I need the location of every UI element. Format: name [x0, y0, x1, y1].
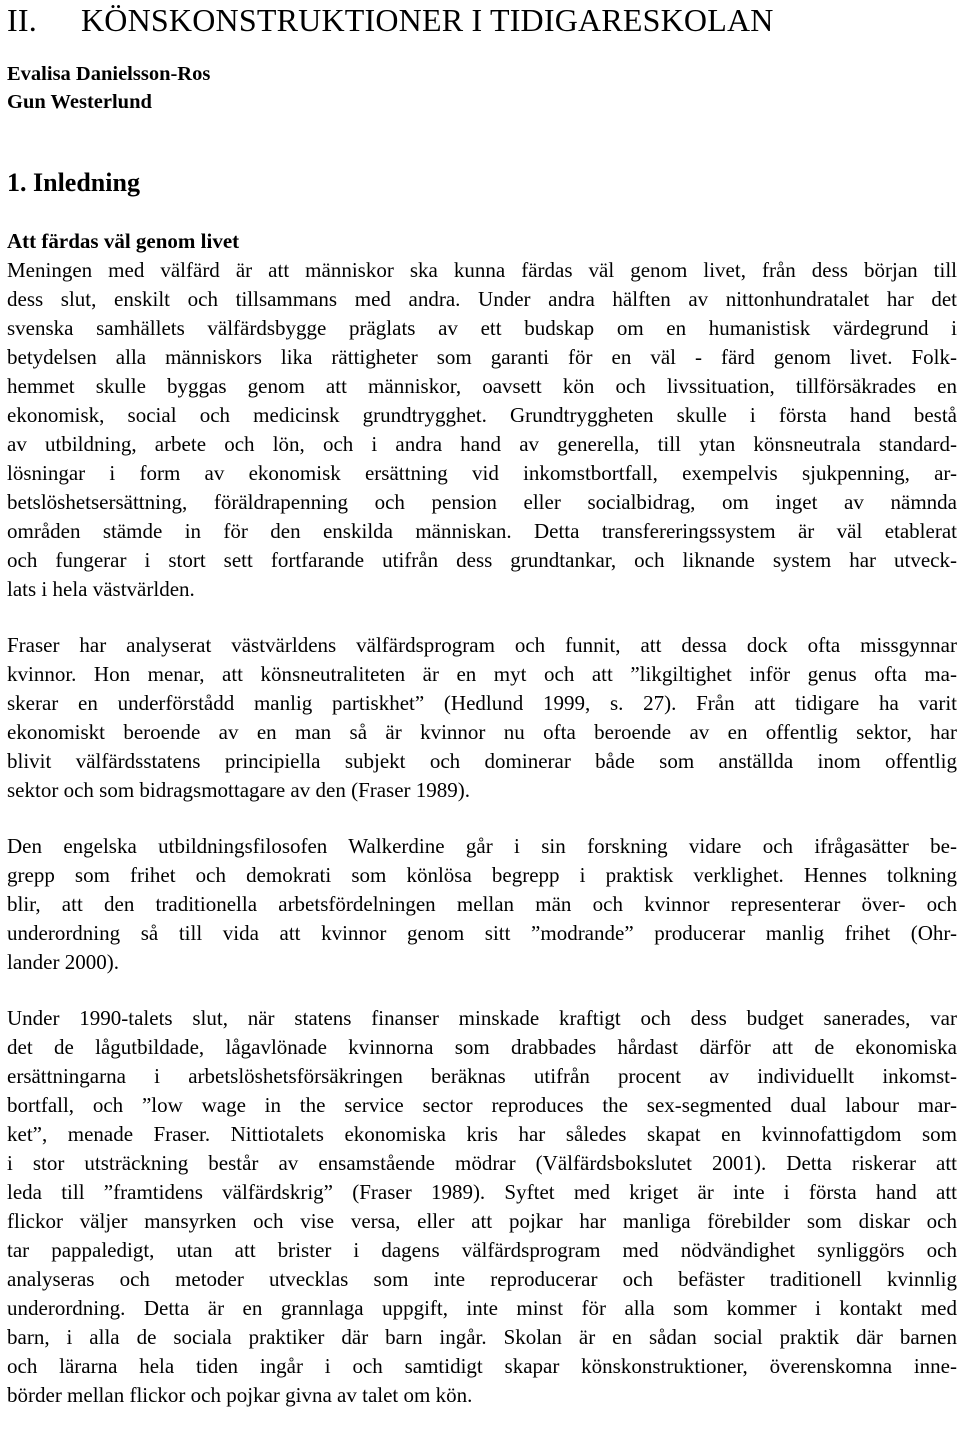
text-line: betslöshetsersättning, föräldrapenning och pension eller socialbidrag, om inget av nämnda — [7, 490, 957, 514]
text-line: bortfall, och ”low wage in the service sector reproduces the sex-segmented dual labour mar- — [7, 1093, 957, 1117]
text-line: ekonomiskt beroende av en man så är kvinnor nu ofta beroende av en offentlig sektor, har — [7, 720, 957, 744]
author-name: Evalisa Danielsson-Ros — [7, 63, 211, 85]
text-line: kvinnor. Hon menar, att könsneutraliteten är en myt och att ”likgiltighet inför genus ofta ma- — [7, 662, 957, 686]
section-heading: 1. Inledning — [7, 168, 140, 197]
text-line: underordning så till vida att kvinnor genom sitt ”modrande” producerar manlig frihet (Ohr- — [7, 921, 957, 945]
text-line: Under 1990-talets slut, när statens finanser minskade kraftigt och dess budget sanerades, var — [7, 1006, 957, 1030]
text-line: av utbildning, arbete och lön, och i andra hand av generella, till ytan könsneutrala standard- — [7, 432, 957, 456]
body-text — [7, 256, 957, 1410]
chapter-title-text: KÖNSKONSTRUKTIONER I TIDIGARESKOLAN — [81, 2, 774, 38]
author-name: Gun Westerlund — [7, 91, 152, 113]
text-line: börder mellan flickor och pojkar givna av talet om kön. — [7, 1383, 473, 1407]
text-line: i stor utsträckning består av ensamstående mödrar (Välfärdsbokslutet 2001). Detta riskerar att — [7, 1151, 957, 1175]
paragraph — [7, 832, 957, 977]
text-line: underordning. Detta är en grannlaga uppgift, inte minst för alla som kommer i kontakt med — [7, 1296, 957, 1320]
text-line: ersättningarna i arbetslöshetsförsäkringen beräknas utifrån procent av individuellt inkomst- — [7, 1064, 957, 1088]
subsection-heading: Att färdas väl genom livet — [7, 229, 240, 253]
text-line: flickor väljer mansyrken och vise versa, eller att pojkar har manliga förebilder som diskar och — [7, 1209, 957, 1233]
text-line: betydelsen alla människors lika rättigheter som garanti för en väl - färd genom livet. Folk- — [7, 345, 957, 369]
chapter-number: II. — [7, 2, 37, 38]
text-line: områden stämde in för den enskilda människan. Detta transfereringssystem är väl etablerat — [7, 519, 957, 543]
text-line: analyseras och metoder utvecklas som inte reproducerar och befäster traditionell kvinnlig — [7, 1267, 957, 1291]
text-line: ekonomisk, social och medicinsk grundtrygghet. Grundtryggheten skulle i första hand bestå — [7, 403, 957, 427]
text-line: barn, i alla de sociala praktiker där barn ingår. Skolan är en sådan social praktik där barnen — [7, 1325, 957, 1349]
text-line: och lärarna hela tiden ingår i och samtidigt skapar könskonstruktioner, överenskomna inne- — [7, 1354, 957, 1378]
text-line: lats i hela västvärlden. — [7, 577, 195, 601]
text-line: leda till ”framtidens välfärdskrig” (Fraser 1989). Syftet med kriget är inte i första hand att — [7, 1180, 957, 1204]
text-line: och fungerar i stort sett fortfarande utifrån dess grundtankar, och liknande system har utveck- — [7, 548, 957, 572]
text-line: grepp som frihet och demokrati som könlösa begrepp i praktisk verklighet. Hennes tolkning — [7, 863, 957, 887]
text-line: ket”, menade Fraser. Nittiotalets ekonomiska kris har således skapat en kvinnofattigdom som — [7, 1122, 957, 1146]
text-line: Fraser har analyserat västvärldens välfärdsprogram och funnit, att dessa dock ofta missgynnar — [7, 633, 957, 657]
text-line: blir, att den traditionella arbetsfördelningen mellan män och kvinnor representerar över- och — [7, 892, 957, 916]
text-line: hemmet skulle byggas genom att människor, oavsett kön och livssituation, tillförsäkrades en — [7, 374, 957, 398]
document-page — [7, 0, 957, 1410]
text-line: Den engelska utbildningsfilosofen Walkerdine går i sin forskning vidare och ifrågasätter be- — [7, 834, 957, 858]
text-line: lösningar i form av ekonomisk ersättning vid inkomstbortfall, exempelvis sjukpenning, ar- — [7, 461, 957, 485]
text-line: Meningen med välfärd är att människor ska kunna färdas väl genom livet, från dess början till — [7, 258, 957, 282]
text-line: blivit välfärdsstatens principiella subjekt och dominerar både som anställda inom offentlig — [7, 749, 957, 773]
text-line: det de lågutbildade, lågavlönade kvinnorna som drabbades hårdast därför att de ekonomiska — [7, 1035, 957, 1059]
paragraph — [7, 256, 957, 604]
author-list — [7, 60, 957, 116]
chapter-title — [7, 0, 957, 40]
text-line: dess slut, enskilt och tillsammans med andra. Under andra hälften av nittonhundratalet har det — [7, 287, 957, 311]
text-line: tar pappaledigt, utan att brister i dagens välfärdsprogram med nödvändighet synliggörs och — [7, 1238, 957, 1262]
text-line: svenska samhällets välfärdsbygge präglats av ett budskap om en humanistisk värdegrund i — [7, 316, 957, 340]
paragraph — [7, 631, 957, 805]
text-line: sektor och som bidragsmottagare av den (Fraser 1989). — [7, 778, 471, 802]
paragraph — [7, 1004, 957, 1410]
text-line: lander 2000). — [7, 950, 119, 974]
text-line: skerar en underförstådd manlig partiskhet” (Hedlund 1999, s. 27). Från att tidigare ha varit — [7, 691, 957, 715]
